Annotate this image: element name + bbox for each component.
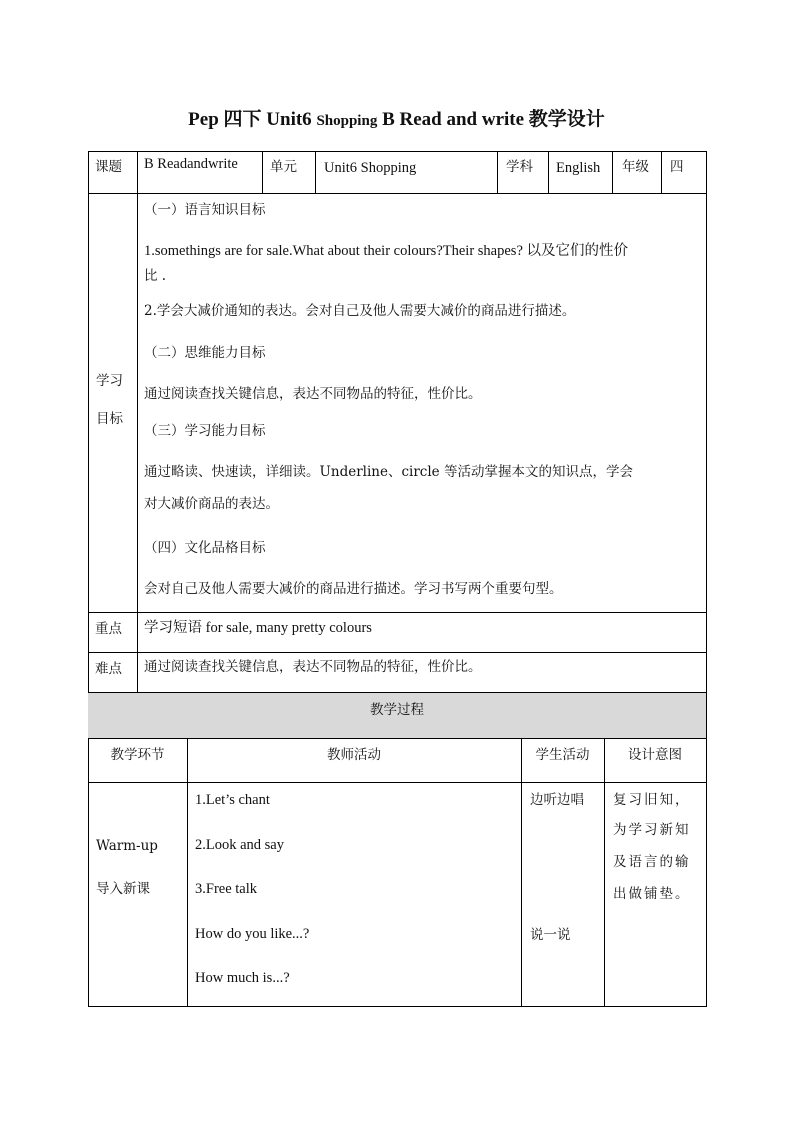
goal-item-4-line1: 通过略读、快速读，详细读。Underline、circle 等活动掌握本文的知识点，学会: [144, 464, 633, 480]
col-header-stage: 教学环节: [110, 747, 165, 763]
grade-label: 年级: [622, 159, 649, 175]
col-header-intent: 设计意图: [628, 747, 682, 763]
table-row-divider: [88, 782, 707, 783]
goals-label-line1: 学习: [96, 373, 123, 389]
goal-item-1-line1: 1.somethings are for sale.What about their colours?Their shapes? 以及它们的性价: [144, 243, 629, 259]
goals-label-line2: 目标: [96, 411, 123, 427]
table-col-divider: [612, 151, 613, 194]
table-row-divider: [88, 612, 707, 613]
student-activity-item: 边听边唱: [530, 792, 584, 808]
goal-item-4-line2: 对大减价商品的表达。: [144, 496, 279, 512]
stage-name-zh: 导入新课: [96, 881, 150, 897]
topic-label: 课题: [95, 159, 122, 175]
table-border-right: [706, 151, 707, 1007]
title-small: Shopping: [316, 113, 378, 129]
goal-item-5: 会对自己及他人需要大减价的商品进行描述。学习书写两个重要句型。: [144, 581, 563, 597]
goal-heading-thinking: （二）思维能力目标: [144, 345, 266, 361]
title-rest: B Read and write 教学设计: [377, 109, 605, 130]
unit-label: 单元: [270, 159, 297, 175]
goal-heading-culture: （四）文化品格目标: [144, 540, 266, 556]
table-col-divider: [497, 151, 498, 194]
table-col-divider: [661, 151, 662, 194]
teacher-activity-item: 3.Free talk: [195, 881, 258, 897]
stage-name-en: Warm-up: [96, 838, 158, 854]
subject-label: 学科: [506, 159, 533, 175]
table-col-divider: [604, 738, 605, 1007]
key-point-label: 重点: [95, 621, 122, 637]
document-title: [0, 104, 793, 131]
table-col-divider: [521, 738, 522, 1007]
topic-value: B Readandwrite: [144, 156, 238, 172]
process-title: 教学过程: [370, 702, 424, 718]
table-border-bottom: [88, 1006, 707, 1007]
goal-item-1-line2: 比 .: [144, 268, 167, 284]
difficulty-value: 通过阅读查找关键信息，表达不同物品的特征，性价比。: [144, 659, 482, 675]
table-col-divider: [262, 151, 263, 194]
goal-heading-learning: （三）学习能力目标: [144, 423, 266, 439]
title-main: Pep 四下 Unit6: [188, 109, 317, 130]
subject-value: English: [556, 160, 601, 176]
table-col-divider: [548, 151, 549, 194]
table-row-divider: [88, 738, 707, 739]
grade-value: 四: [670, 159, 684, 175]
goal-heading-knowledge: （一）语言知识目标: [144, 202, 266, 218]
unit-value: Unit6 Shopping: [324, 160, 417, 176]
teacher-activity-item: 1.Let’s chant: [195, 792, 270, 808]
col-header-teacher: 教师活动: [327, 747, 381, 763]
table-row-divider: [88, 193, 707, 194]
key-point-value: 学习短语 for sale, many pretty colours: [144, 620, 372, 636]
table-col-divider: [315, 151, 316, 194]
teacher-activity-item: How much is...?: [195, 970, 290, 986]
table-col-divider: [187, 738, 188, 1007]
intent-line: 及语言的输: [613, 854, 691, 870]
student-activity-item: 说一说: [530, 927, 571, 943]
table-row-divider: [88, 652, 707, 653]
col-header-student: 学生活动: [535, 747, 590, 763]
intent-line: 复习旧知，: [613, 792, 691, 808]
table-border-left: [88, 151, 89, 1007]
intent-line: 出做铺垫。: [613, 886, 691, 902]
difficulty-label: 难点: [95, 661, 122, 677]
intent-line: 为学习新知: [613, 822, 691, 838]
teacher-activity-item: How do you like...?: [195, 926, 310, 942]
goal-item-3: 通过阅读查找关键信息，表达不同物品的特征，性价比。: [144, 386, 482, 402]
teacher-activity-item: 2.Look and say: [195, 837, 284, 853]
table-col-divider: [137, 151, 138, 693]
table-border-top: [88, 151, 707, 152]
goal-item-2: 2.学会大减价通知的表达。会对自己及他人需要大减价的商品进行描述。: [144, 303, 576, 319]
